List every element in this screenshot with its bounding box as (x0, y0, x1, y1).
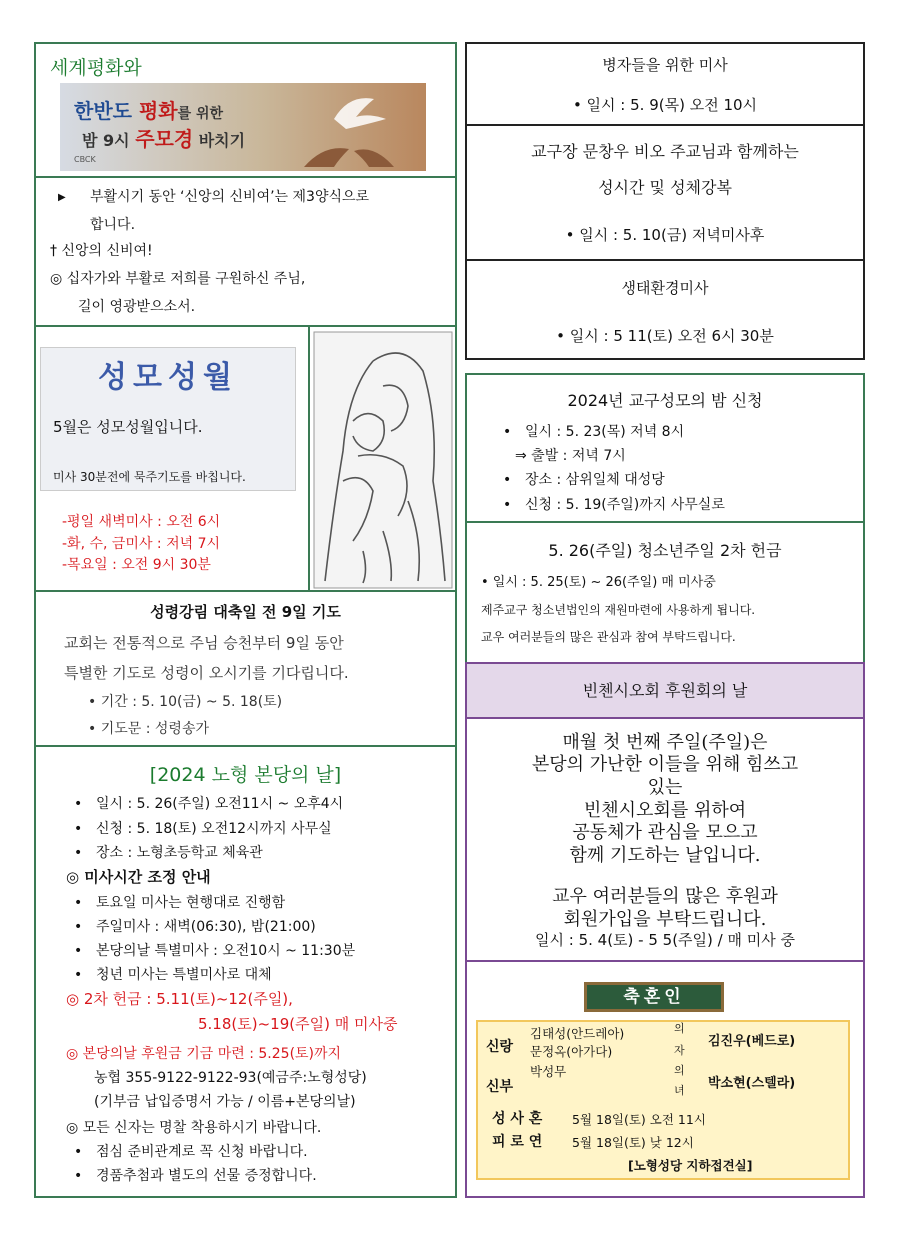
vincent-line-7: 교우 여러분들의 많은 후원과 (552, 886, 778, 907)
vincent-line-6: 함께 기도하는 날입니다. (569, 845, 761, 866)
youth-mass-note: • 청년 미사는 특별미사로 대체 (96, 966, 272, 984)
mary-night-date: • 일시 : 5. 23(목) 저녁 8시 (525, 423, 684, 441)
sick-mass-title: 병자들을 위한 미사 (602, 56, 728, 74)
novena-section (34, 590, 457, 747)
banner-text-d: 밤 9시 (82, 131, 136, 150)
easter-text-1: 부활시기 동안 ‘신앙의 신비여’는 제3양식으로 (90, 189, 370, 205)
bishop-holy-hour-section (465, 124, 865, 261)
novena-prayer: • 기도문 : 성령송가 (88, 721, 209, 737)
mary-night-title: 2024년 교구성모의 밤 신청 (567, 391, 763, 410)
eco-mass-time: • 일시 : 5 11(토) 오전 6시 30분 (556, 327, 774, 345)
mary-night-departure: ⇒ 출발 : 저녁 7시 (515, 448, 626, 464)
groom-name: 김진우(베드로) (708, 1034, 796, 1049)
eco-mass-title: 생태환경미사 (621, 279, 709, 297)
mary-month-title: 성모성월 (98, 360, 238, 395)
bishop-title-line-2: 성시간 및 성체강복 (598, 178, 732, 197)
bride-name: 박소현(스텔라) (708, 1076, 796, 1091)
vincent-line-2: 본당의 가난한 이들을 위해 힘쓰고 (531, 754, 799, 775)
bishop-title-line-1: 교구장 문창우 비오 주교님과 함께하는 (531, 142, 799, 161)
parish-day-datetime: • 일시 : 5. 26(주일) 오전11시 ~ 오후4시 (96, 795, 343, 813)
wedding-badge: 축혼인 (584, 982, 724, 1012)
vincent-line-1: 매월 첫 번째 주일(주일)은 (562, 732, 768, 753)
ceremony-time: 5월 18일(토) 오전 11시 (572, 1112, 706, 1127)
mary-month-line-1: 5월은 성모성월입니다. (53, 418, 203, 436)
vincent-line-3: 있는 (647, 777, 683, 798)
ceremony-label: 성 사 혼 (492, 1111, 543, 1127)
novena-line-2: 특별한 기도로 성령이 오시기를 기다립니다. (64, 664, 349, 682)
relation-ui-1: 의 (674, 1022, 685, 1035)
groom-father: 김태성(안드레아) (530, 1026, 625, 1041)
vincent-time: 일시 : 5. 4(토) - 5 5(주일) / 매 미사 중 (535, 931, 795, 949)
relation-ui-2: 의 (674, 1064, 685, 1077)
sunday-mass-note: • 주일미사 : 새벽(06:30), 밤(21:00) (96, 918, 316, 936)
cbck-logo: CBCK (74, 155, 96, 164)
special-mass-note: • 본당의날 특별미사 : 오전10시 ~ 11:30분 (96, 942, 355, 960)
vincent-line-8: 회원가입을 부탁드립니다. (563, 909, 767, 930)
novena-line-1: 교회는 전통적으로 주님 승천부터 9일 동안 (64, 634, 344, 652)
novena-title: 성령강림 대축일 전 9일 기도 (150, 603, 341, 621)
vincent-body (465, 717, 865, 962)
parish-day-title: [2024 노형 본당의 날] (149, 764, 342, 786)
easter-line-3: † 신앙의 신비여! (50, 243, 153, 259)
sick-mass-section (465, 42, 865, 126)
mary-night-section (465, 373, 865, 523)
reception-place: [노형성당 지하접견실] (628, 1158, 753, 1173)
second-collection-line-1: ◎ 2차 헌금 : 5.11(토)~12(주일), (66, 990, 293, 1008)
relation-ja: 자 (674, 1044, 685, 1057)
wedding-card (476, 1020, 850, 1180)
easter-section (34, 176, 457, 327)
vincent-header-title: 빈첸시오회 후원회의 날 (582, 681, 748, 700)
vincent-line-4: 빈첸시오회를 위하여 (583, 800, 747, 821)
youth-sunday-request: 교우 여러분들의 많은 관심과 참여 부탁드립니다. (481, 630, 736, 644)
lunch-notice: • 점심 준비관계로 꼭 신청 바랍니다. (96, 1143, 308, 1161)
mary-night-place: • 장소 : 삼위일체 대성당 (525, 471, 665, 489)
vincent-line-5: 공동체가 관심을 모으고 (572, 822, 758, 843)
youth-sunday-title: 5. 26(주일) 청소년주일 2차 헌금 (548, 541, 782, 560)
second-collection-line-2: 5.18(토)~19(주일) 매 미사중 (198, 1015, 398, 1033)
raffle-notice: • 경품추첨과 별도의 선물 증정합니다. (96, 1167, 317, 1185)
dove-hands-icon (294, 89, 404, 169)
mary-image-section (308, 325, 457, 592)
easter-line-2: 합니다. (90, 217, 136, 233)
fundraising-line: ◎ 본당의날 후원금 기금 마련 : 5.25(토)까지 (66, 1046, 342, 1062)
banner-text-a: 한반도 (74, 99, 139, 123)
peace-prayer-banner (60, 83, 426, 171)
parish-day-section (34, 745, 457, 1198)
bishop-time: • 일시 : 5. 10(금) 저녁미사후 (565, 226, 765, 244)
saturday-mass-note: • 토요일 미사는 현행대로 진행함 (96, 894, 285, 912)
thursday-mass-time: -목요일 : 오전 9시 30분 (62, 557, 211, 573)
bride-label: 신부 (486, 1079, 514, 1095)
mass-schedule-heading: ◎ 미사시간 조정 안내 (66, 868, 211, 886)
youth-sunday-section (465, 521, 865, 664)
bride-parent: 박성무 (530, 1064, 567, 1079)
parish-day-place: • 장소 : 노형초등학교 체육관 (96, 844, 263, 862)
mary-month-card (40, 347, 296, 491)
eco-mass-section (465, 259, 865, 360)
mary-month-line-2: 미사 30분전에 묵주기도를 바칩니다. (53, 470, 246, 484)
easter-line-1: ▶ 부활시기 동안 ‘신앙의 신비여’는 제3양식으로 (58, 189, 370, 205)
receipt-note: (기부금 납입증명서 가능 / 이름+본당의날) (94, 1094, 356, 1110)
reception-time: 5월 18일(토) 낮 12시 (572, 1135, 694, 1150)
sick-mass-time: • 일시 : 5. 9(목) 오전 10시 (572, 96, 758, 114)
tue-wed-fri-mass-time: -화, 수, 금미사 : 저녁 7시 (62, 536, 221, 552)
name-tag-notice: ◎ 모든 신자는 명찰 착용하시기 바랍니다. (66, 1120, 322, 1136)
banner-text-e: 주모경 (135, 127, 194, 151)
bank-account: 농협 355-9122-9122-93(예금주:노형성당) (94, 1070, 367, 1086)
banner-text-c: 를 위한 (177, 106, 224, 122)
banner-text-f: 바치기 (193, 131, 246, 150)
weekday-mass-time: -평일 새벽미사 : 오전 6시 (62, 514, 221, 530)
reception-label: 피 로 연 (492, 1134, 543, 1150)
world-peace-title: 세계평화와 (50, 57, 142, 79)
mary-night-register: • 신청 : 5. 19(주일)까지 사무실로 (525, 496, 725, 514)
novena-period: • 기간 : 5. 10(금) ~ 5. 18(토) (88, 694, 283, 710)
youth-sunday-time: • 일시 : 5. 25(토) ~ 26(주일) 매 미사중 (481, 575, 716, 590)
easter-line-4: ◎ 십자가와 부활로 저희를 구원하신 주님, (50, 271, 306, 287)
groom-mother: 문정옥(아가다) (530, 1044, 613, 1059)
easter-line-5: 길이 영광받으소서. (78, 299, 196, 315)
vincent-header (465, 662, 865, 719)
virgin-mary-drawing (313, 331, 453, 589)
youth-sunday-purpose: 제주교구 청소년법인의 재원마련에 사용하게 됩니다. (481, 603, 756, 617)
banner-text-b: 평화 (138, 99, 178, 123)
relation-nyeo: 녀 (674, 1084, 685, 1097)
groom-label: 신랑 (486, 1039, 514, 1055)
parish-day-register: • 신청 : 5. 18(토) 오전12시까지 사무실 (96, 820, 332, 838)
